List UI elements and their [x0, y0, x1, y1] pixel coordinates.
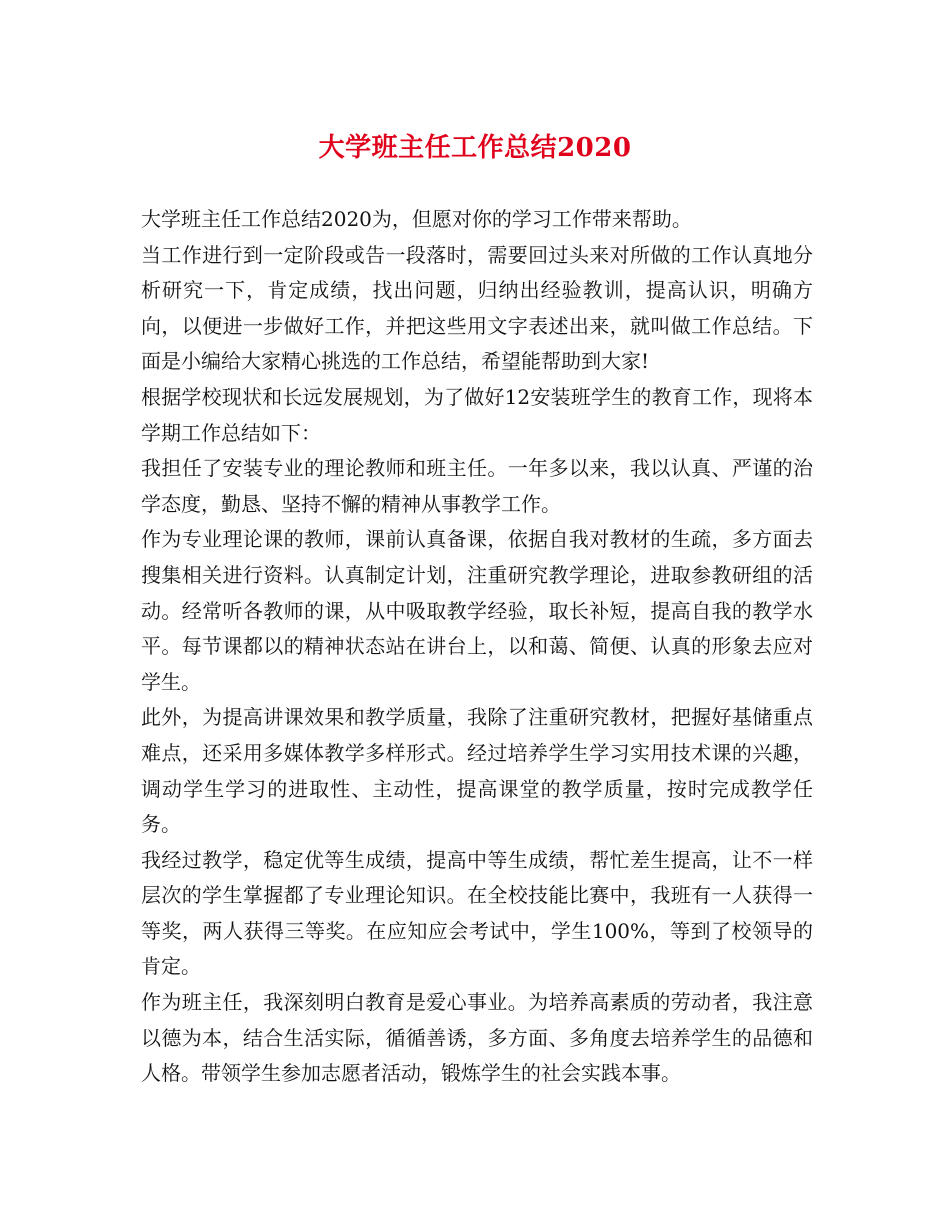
- paragraph-quality: 此外，为提高讲课效果和教学质量，我除了注重研究教材，把握好基储重点难点，还采用多媒体教学多样形式。经过培养学生学习实用技术课的兴趣，调动学生学习的进取性、主动性，提高课堂的教学质量，按时完成教学任务。: [141, 705, 813, 837]
- document-title: 大学班主任工作总结2020: [318, 133, 632, 163]
- paragraph-plan: 根据学校现状和长远发展规划，为了做好12安装班学生的教育工作，现将本学期工作总结如下：: [141, 384, 813, 445]
- paragraph-results: 我经过教学，稳定优等生成绩，提高中等生成绩，帮忙差生提高，让不一样层次的学生掌握都了专业理论知识。在全校技能比赛中，我班有一人获得一等奖，两人获得三等奖。在应知应会考试中，学生100%，等到了校领导的肯定。: [141, 847, 813, 979]
- paragraph-summary-purpose: 当工作进行到一定阶段或告一段落时，需要回过头来对所做的工作认真地分析研究一下，肯定成绩，找出问题，归纳出经验教训，提高认识，明确方向，以便进一步做好工作，并把这些用文字表述出来，就叫做工作总结。下面是小编给大家精心挑选的工作总结，希望能帮助到大家!: [141, 242, 813, 374]
- paragraph-teaching: 作为专业理论课的教师，课前认真备课，依据自我对教材的生疏，多方面去搜集相关进行资料。认真制定计划，注重研究教学理论，进取参教研组的活动。经常听各教师的课，从中吸取教学经验，取长补短，提高自我的教学水平。每节课都以的精神状态站在讲台上，以和蔼、简便、认真的形象去应对学生。: [141, 527, 813, 694]
- document-body: [141, 202, 813, 1092]
- paragraph-role: 我担任了安装专业的理论教师和班主任。一年多以来，我以认真、严谨的治学态度，勤恳、坚持不懈的精神从事教学工作。: [141, 456, 813, 516]
- paragraph-intro: 大学班主任工作总结2020为，但愿对你的学习工作带来帮助。: [141, 207, 692, 231]
- paragraph-head-teacher: 作为班主任，我深刻明白教育是爱心事业。为培养高素质的劳动者，我注意以德为本，结合生活实际，循循善诱，多方面、多角度去培养学生的品德和人格。带领学生参加志愿者活动，锻炼学生的社会实践本事。: [141, 990, 813, 1086]
